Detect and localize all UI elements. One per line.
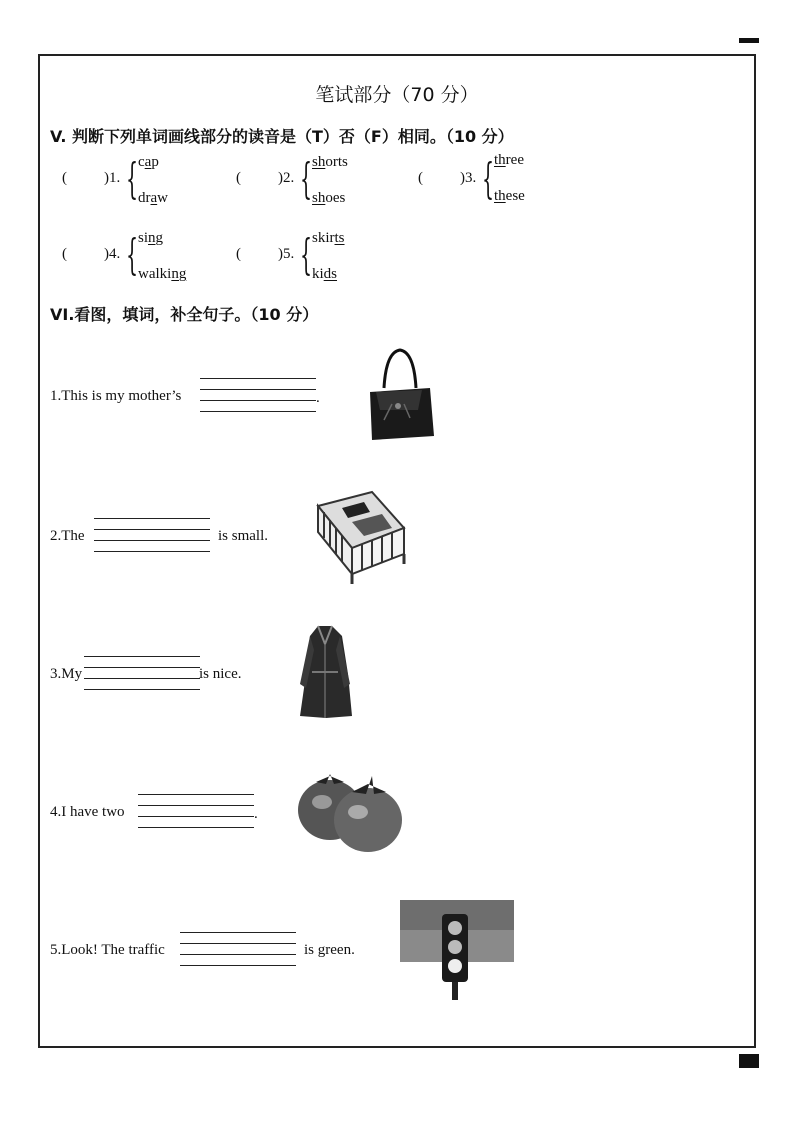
answer-blank[interactable]: ( — [236, 246, 241, 262]
sentence-4-before: 4.I have two — [50, 804, 125, 820]
writing-lines-5[interactable] — [180, 932, 296, 968]
brace-icon: { — [126, 230, 139, 279]
sentence-1-before: 1.This is my mother’s — [50, 388, 182, 404]
word-2: shoes — [312, 190, 346, 206]
answer-blank[interactable]: ( — [418, 170, 423, 186]
sentence-5-after: is green. — [304, 942, 355, 958]
word-1: skirts — [312, 230, 345, 246]
registration-mark-bottom — [739, 1054, 759, 1068]
section-vi-heading: VI.看图，填词，补全句子。（10 分） — [50, 305, 319, 324]
registration-mark-top — [739, 38, 759, 43]
item-number: )4. — [104, 246, 121, 262]
writing-lines-3[interactable] — [84, 656, 200, 692]
item-number: )5. — [278, 246, 295, 262]
brace-icon: { — [126, 154, 139, 203]
word-2: these — [494, 188, 525, 204]
writing-lines-2[interactable] — [94, 518, 210, 554]
brace-icon: { — [482, 154, 495, 203]
page-title: 笔试部分（70 分） — [315, 84, 479, 106]
phonics-item-1 — [62, 154, 202, 206]
traffic-light-icon — [400, 900, 514, 1000]
coat-icon — [296, 624, 354, 720]
phonics-item-4 — [62, 230, 202, 282]
answer-blank[interactable]: ( — [62, 170, 67, 186]
section-v-heading: V. 判断下列单词画线部分的读音是（T）否（F）相同。（10 分） — [50, 127, 514, 146]
sentence-2-before: 2.The — [50, 528, 85, 544]
phonics-item-3 — [418, 152, 558, 204]
word-2: draw — [138, 190, 169, 206]
word-1: shorts — [312, 154, 348, 170]
brace-icon: { — [300, 230, 313, 279]
writing-lines-1[interactable] — [200, 378, 316, 414]
word-2: kids — [312, 266, 338, 282]
sentence-3-before: 3.My — [50, 666, 83, 682]
item-number: )3. — [460, 170, 477, 186]
brace-icon: { — [300, 154, 313, 203]
word-2: walking — [138, 266, 187, 282]
sentence-2-after: is small. — [218, 528, 269, 544]
writing-lines-4[interactable] — [138, 794, 254, 830]
phonics-item-5 — [236, 230, 376, 282]
word-1: sing — [138, 230, 164, 246]
item-number: )1. — [104, 170, 121, 186]
sentence-3-after: is nice. — [199, 666, 242, 682]
answer-blank[interactable]: ( — [62, 246, 67, 262]
handbag-icon — [362, 348, 438, 442]
tomatoes-icon — [296, 762, 408, 858]
sentence-4-after: . — [254, 806, 258, 822]
bed-icon — [312, 488, 408, 584]
sentence-5-before: 5.Look! The traffic — [50, 942, 165, 958]
word-1: three — [494, 152, 524, 168]
phonics-item-2 — [236, 154, 376, 206]
word-1: cap — [138, 154, 159, 170]
answer-blank[interactable]: ( — [236, 170, 241, 186]
sentence-1-after: . — [316, 390, 320, 406]
item-number: )2. — [278, 170, 295, 186]
